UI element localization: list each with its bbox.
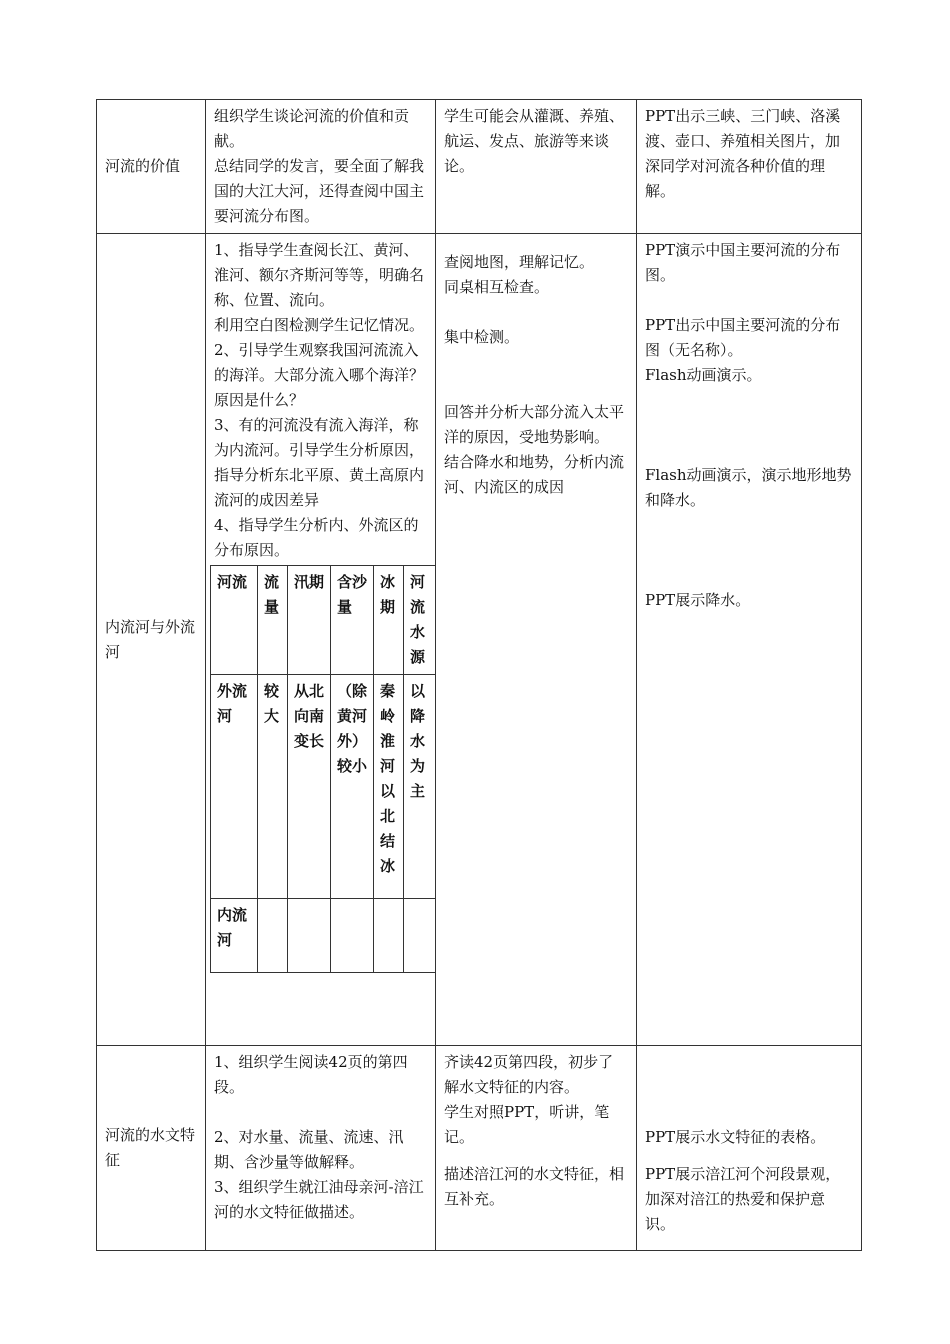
table-row — [97, 234, 862, 1046]
text-line: 学生可能会从灌溉、养殖、航运、发点、旅游等来谈论。 — [444, 107, 625, 175]
text-line: PPT展示降水。 — [645, 591, 751, 609]
data-cell — [331, 899, 374, 973]
header-cell: 河流 — [211, 566, 258, 675]
text-line: 总结同学的发言，要全面了解我国的大江大河，还得查阅中国主要河流分布图。 — [214, 157, 425, 225]
text-line: PPT展示涪江河个河段景观，加深对涪江的热爱和保护意识。 — [645, 1165, 841, 1233]
subtable-row — [211, 899, 436, 973]
teacher-activity-cell — [206, 1046, 436, 1251]
header-cell: 冰期 — [374, 566, 404, 675]
subtable-row — [211, 675, 436, 899]
media-cell — [637, 234, 862, 1046]
student-activity-cell — [436, 100, 637, 234]
text-line: 集中检测。 — [444, 328, 520, 346]
media-cell — [637, 1046, 862, 1251]
teacher-activity-cell — [206, 100, 436, 234]
data-cell: 外流河 — [211, 675, 258, 899]
hydrology-comparison-table — [210, 565, 436, 973]
topic-cell: 河流的水文特征 — [97, 1046, 206, 1251]
data-cell: （除黄河外）较小 — [331, 675, 374, 899]
spacer — [210, 973, 431, 997]
text-line: 描述涪江河的水文特征，相互补充。 — [444, 1165, 625, 1208]
data-cell — [258, 899, 288, 973]
table-row — [97, 100, 862, 234]
text-line: 回答并分析大部分流入太平洋的原因，受地势影响。 — [444, 403, 625, 446]
student-activity-cell — [436, 234, 637, 1046]
text-line: Flash动画演示。 — [645, 366, 762, 384]
topic-cell: 河流的价值 — [97, 100, 206, 234]
data-cell: 较大 — [258, 675, 288, 899]
data-cell: 内流河 — [211, 899, 258, 973]
text-line: 1、组织学生阅读42页的第四段。 — [214, 1053, 408, 1096]
lesson-plan-table — [96, 99, 862, 1251]
text-line: 查阅地图，理解记忆。 — [444, 253, 595, 271]
header-cell: 流量 — [258, 566, 288, 675]
text-line: 2、引导学生观察我国河流流入的海洋。大部分流入哪个海洋？原因是什么？ — [214, 341, 425, 409]
media-cell — [637, 100, 862, 234]
subtable-header-row — [211, 566, 436, 675]
text-line: PPT出示三峡、三门峡、洛溪渡、壶口、养殖相关图片，加深同学对河流各种价值的理解。 — [645, 107, 841, 200]
text-line: 1、指导学生查阅长江、黄河、淮河、额尔齐斯河等等，明确名称、位置、流向。 — [214, 241, 425, 309]
teacher-activity-cell — [206, 234, 436, 1046]
student-activity-cell — [436, 1046, 637, 1251]
text-line: 3、有的河流没有流入海洋，称为内流河。引导学生分析原因，指导分析东北平原、黄土高原内流河的成因差异 — [214, 416, 425, 509]
data-cell: 以降水为主 — [404, 675, 436, 899]
text-line: 齐读42页第四段，初步了解水文特征的内容。 — [444, 1053, 614, 1096]
header-cell: 含沙量 — [331, 566, 374, 675]
text-line: 利用空白图检测学生记忆情况。 — [214, 316, 425, 334]
text-line: PPT演示中国主要河流的分布图。 — [645, 241, 841, 284]
data-cell — [404, 899, 436, 973]
text-line: PPT展示水文特征的表格。 — [645, 1128, 826, 1146]
text-line: 4、指导学生分析内、外流区的分布原因。 — [214, 516, 419, 559]
text-line: 学生对照PPT，听讲，笔记。 — [444, 1103, 610, 1146]
data-cell — [374, 899, 404, 973]
data-cell — [288, 899, 331, 973]
text-line: PPT出示中国主要河流的分布图（无名称）。 — [645, 316, 841, 359]
header-cell: 河流水源 — [404, 566, 436, 675]
text-line: 3、组织学生就江油母亲河-涪江河的水文特征做描述。 — [214, 1178, 424, 1221]
text-line: 同桌相互检查。 — [444, 278, 550, 296]
data-cell: 秦岭淮河以北结冰 — [374, 675, 404, 899]
header-cell: 汛期 — [288, 566, 331, 675]
data-cell: 从北向南变长 — [288, 675, 331, 899]
text-line: Flash动画演示，演示地形地势和降水。 — [645, 466, 852, 509]
table-row — [97, 1046, 862, 1251]
topic-cell: 内流河与外流河 — [97, 234, 206, 1046]
text-line: 2、对水量、流量、流速、汛期、含沙量等做解释。 — [214, 1128, 404, 1171]
text-line: 结合降水和地势，分析内流河、内流区的成因 — [444, 453, 625, 496]
text-line: 组织学生谈论河流的价值和贡献。 — [214, 107, 410, 150]
